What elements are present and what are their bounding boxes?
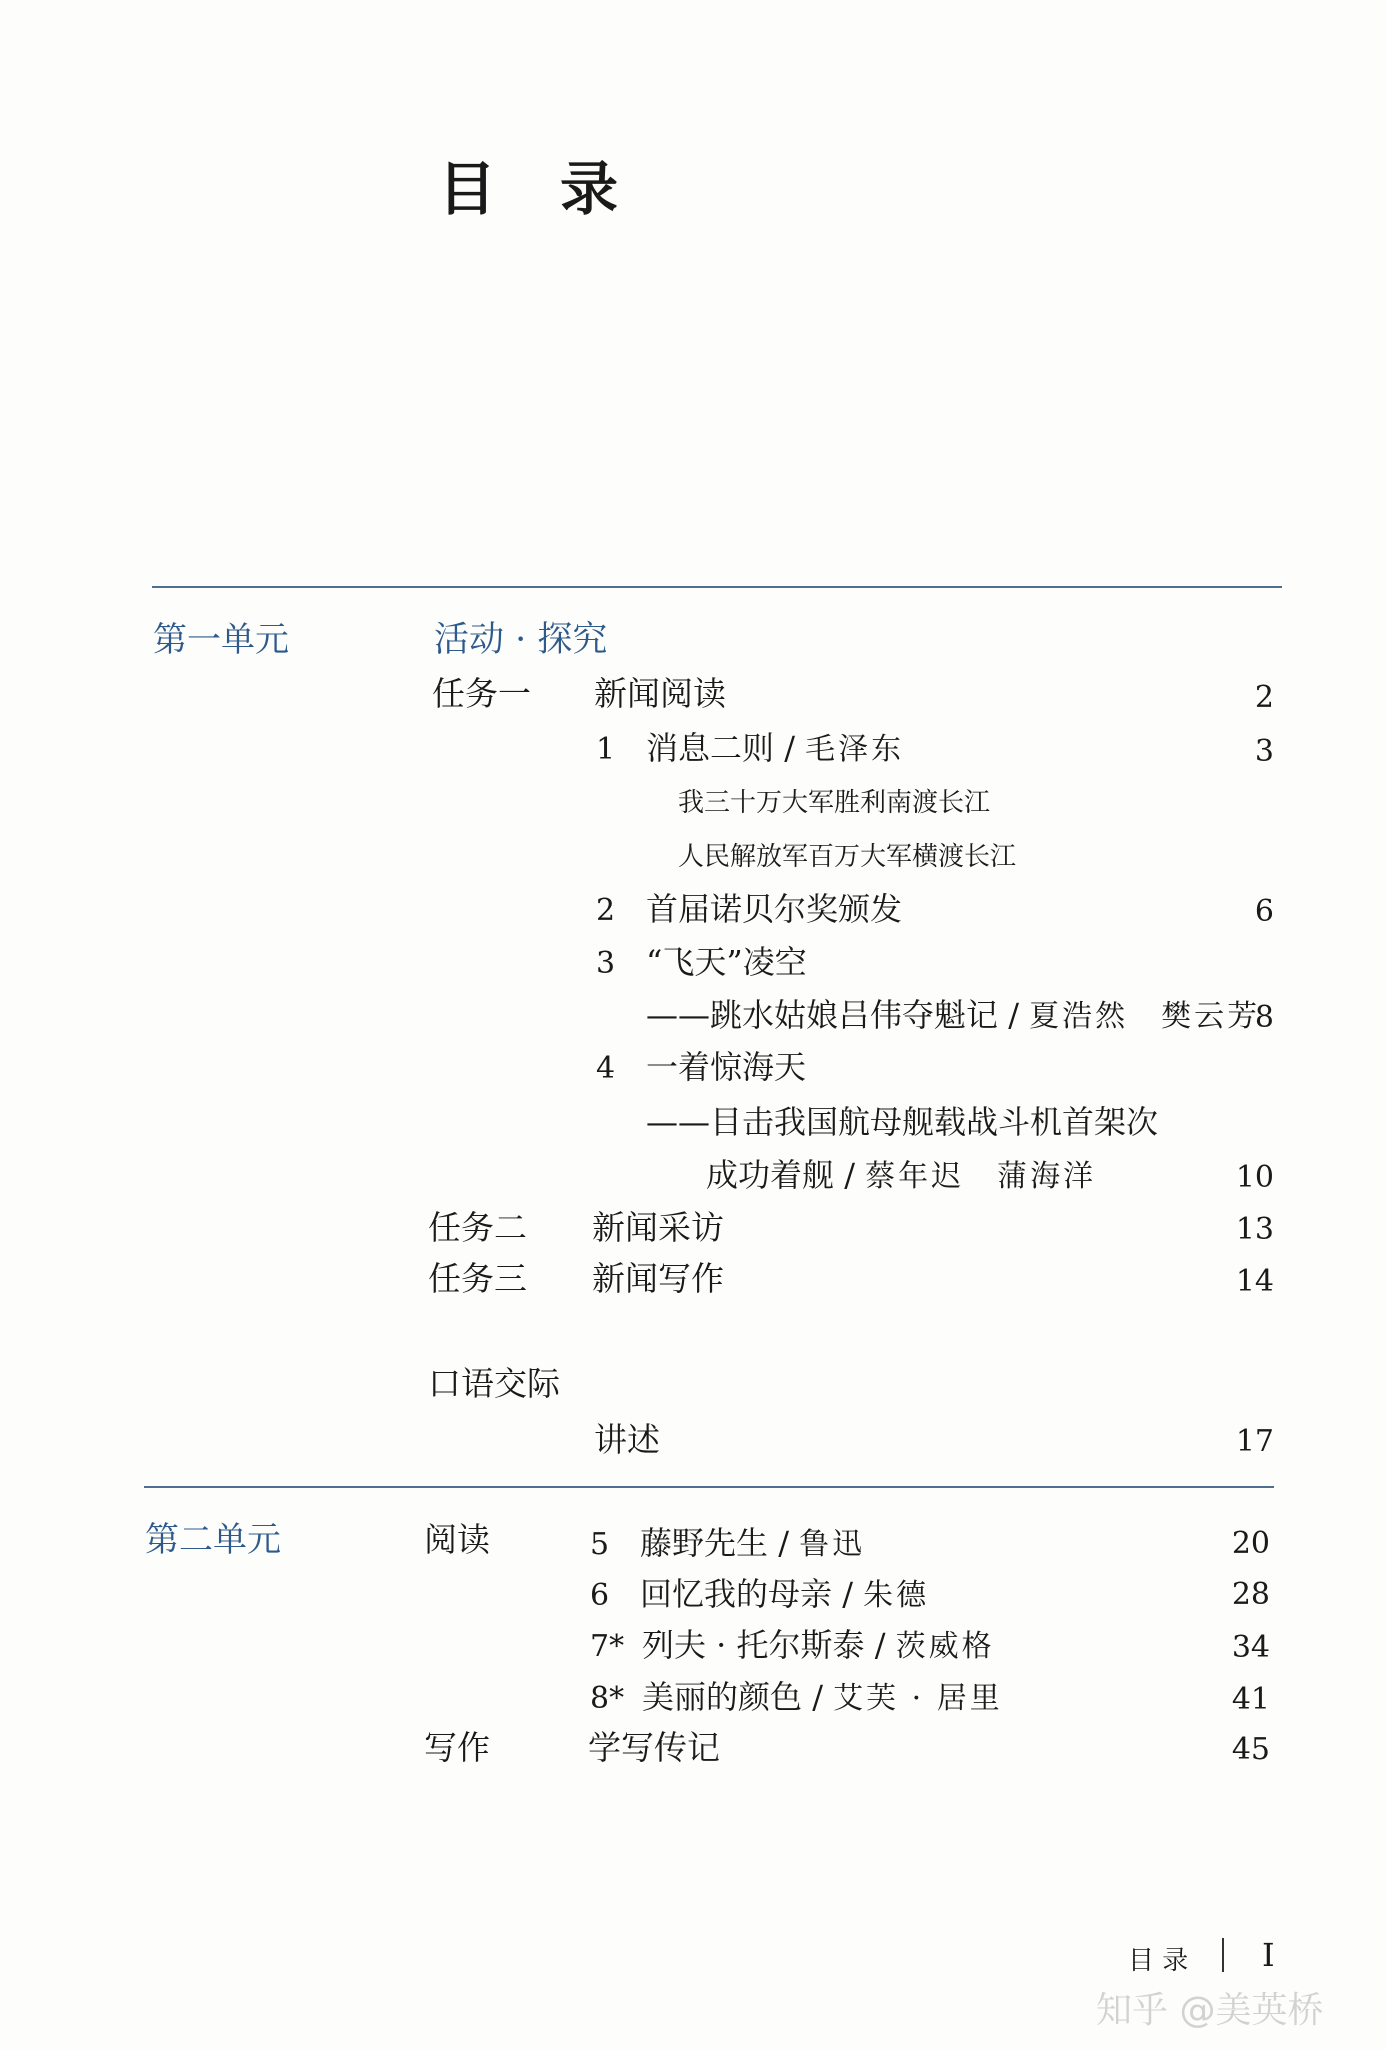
lesson-3-subtitle: ——跳水姑娘吕伟夺魁记: [646, 996, 999, 1034]
lesson-4-number: 4: [596, 1051, 616, 1086]
lesson-8-title: 美丽的颜色: [642, 1678, 803, 1716]
unit-2-divider: [144, 1486, 1274, 1488]
title-char-1: 目: [438, 155, 497, 223]
lesson-5-title: 藤野先生: [640, 1524, 769, 1562]
lesson-4-subtitle[interactable]: ——目击我国航母舰载战斗机首架次: [646, 1103, 1159, 1141]
lesson-7-author: 茨威格: [895, 1629, 995, 1664]
unit-1-title: 第一单元: [153, 620, 289, 660]
lesson-6[interactable]: [590, 1569, 929, 1615]
lesson-3-subtitle-line[interactable]: [646, 990, 1260, 1036]
watermark: 知乎 @美英桥: [1096, 1990, 1324, 2031]
lesson-5-sep: /: [768, 1524, 800, 1562]
lesson-7-page: 34: [1231, 1630, 1270, 1665]
lesson-6-sep: /: [832, 1575, 864, 1613]
lesson-4-subtitle2: 成功着舰: [706, 1156, 835, 1194]
task-3-label: 任务三: [428, 1259, 527, 1298]
lesson-3[interactable]: [596, 937, 807, 983]
lesson-3-title: “飞天”凌空: [646, 943, 807, 981]
task-3-name[interactable]: 新闻写作: [592, 1259, 724, 1298]
task-1-name[interactable]: 新闻阅读: [594, 674, 726, 713]
writing-label: 写作: [424, 1728, 490, 1767]
lesson-2-title: 首届诺贝尔奖颁发: [646, 890, 903, 928]
oral-page: 17: [1235, 1424, 1274, 1459]
lesson-4[interactable]: [596, 1042, 806, 1088]
lesson-1-sub-1[interactable]: 我三十万大军胜利南渡长江: [678, 788, 991, 818]
lesson-3-number: 3: [596, 946, 616, 981]
lesson-1-author: 毛泽东: [805, 732, 905, 767]
lesson-7-title: 列夫 · 托尔斯泰: [642, 1626, 865, 1664]
lesson-4-sep: /: [834, 1156, 866, 1194]
task-2-name[interactable]: 新闻采访: [592, 1208, 724, 1247]
lesson-8[interactable]: [590, 1672, 1003, 1718]
lesson-1[interactable]: [596, 723, 904, 769]
footer-separator: [1222, 1938, 1224, 1972]
lesson-6-title: 回忆我的母亲: [640, 1575, 833, 1613]
lesson-5-number: 5: [590, 1527, 610, 1562]
lesson-2[interactable]: [596, 884, 902, 930]
lesson-8-sep: /: [802, 1678, 834, 1716]
unit-1-divider: [152, 586, 1282, 588]
lesson-6-number: 6: [590, 1578, 610, 1613]
task-2-page: 13: [1235, 1212, 1274, 1247]
footer-label: 目 录: [1128, 1946, 1189, 1976]
lesson-1-page: 3: [1254, 734, 1274, 769]
lesson-5-author: 鲁迅: [799, 1527, 866, 1562]
lesson-4-subtitle-line-2[interactable]: [706, 1150, 1096, 1196]
task-1-page: 2: [1254, 680, 1274, 715]
lesson-4-title: 一着惊海天: [646, 1048, 807, 1086]
task-3-page: 14: [1235, 1264, 1274, 1299]
lesson-2-number: 2: [596, 893, 616, 928]
title-char-2: 录: [560, 155, 619, 223]
writing-page: 45: [1231, 1732, 1270, 1767]
lesson-5-page: 20: [1231, 1526, 1270, 1561]
oral-item[interactable]: 讲述: [594, 1420, 660, 1459]
lesson-7[interactable]: [590, 1620, 995, 1666]
task-2-label: 任务二: [428, 1208, 527, 1247]
writing-item[interactable]: 学写传记: [588, 1728, 720, 1767]
lesson-1-number: 1: [596, 732, 616, 767]
lesson-8-number: 8*: [590, 1681, 625, 1716]
page-title: [438, 142, 618, 226]
footer-page-number: I: [1262, 1936, 1275, 1974]
lesson-1-title: 消息二则: [646, 729, 775, 767]
reading-label: 阅读: [424, 1520, 490, 1559]
lesson-6-page: 28: [1231, 1577, 1270, 1612]
lesson-8-page: 41: [1231, 1682, 1270, 1717]
lesson-4-page: 10: [1235, 1160, 1274, 1195]
lesson-1-sub-2[interactable]: 人民解放军百万大军横渡长江: [678, 842, 1017, 872]
unit-2-title: 第二单元: [145, 1520, 281, 1560]
lesson-7-sep: /: [864, 1626, 896, 1664]
lesson-3-page: 8: [1254, 1000, 1274, 1035]
lesson-4-author: 蔡年迟 蒲海洋: [865, 1159, 1097, 1194]
lesson-1-sep: /: [774, 729, 806, 767]
lesson-2-page: 6: [1254, 894, 1274, 929]
task-1-label: 任务一: [432, 674, 531, 713]
oral-label: 口语交际: [428, 1364, 560, 1403]
lesson-3-author: 夏浩然 樊云芳: [1029, 999, 1261, 1034]
lesson-6-author: 朱德: [863, 1578, 930, 1613]
lesson-8-author: 艾芙 · 居里: [833, 1681, 1003, 1716]
lesson-7-number: 7*: [590, 1629, 625, 1664]
lesson-3-sep: /: [998, 996, 1030, 1034]
lesson-5[interactable]: [590, 1518, 865, 1564]
unit-1-section-title: 活动 · 探究: [434, 620, 608, 660]
